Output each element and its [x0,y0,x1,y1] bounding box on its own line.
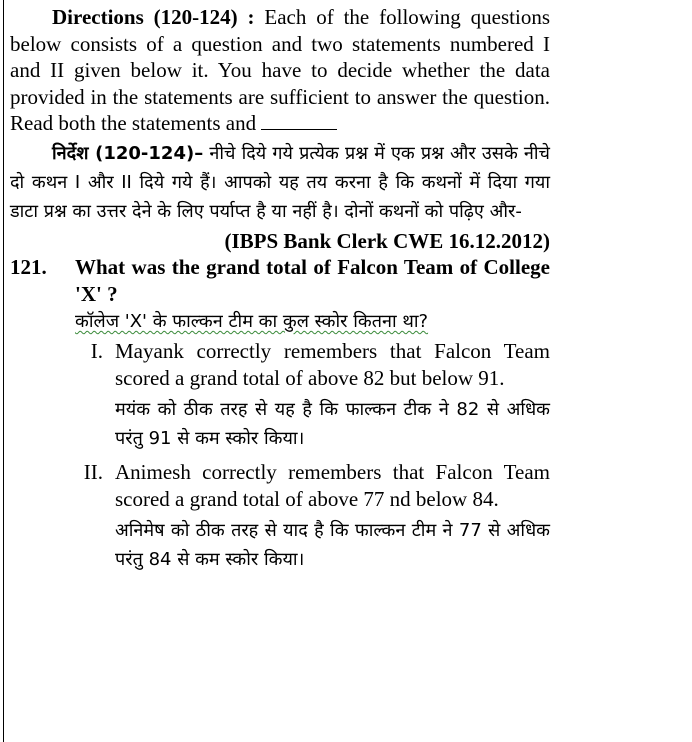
statement-text-hi: मयंक को ठीक तरह से यह है कि फाल्कन टीक ने 82 से अधिक परंतु 91 से कम स्कोर किया। [115,399,550,449]
question-text-hi: कॉलेज 'X' के फाल्कन टीम का कुल स्कोर कितना था? [75,311,429,332]
question-121 [10,254,550,336]
statement-2 [10,459,550,574]
directions-text: Each of the following questions below consists of a question and two statements numbered I and II given below it. You have to decide whether the data provided in the statements are sufficient to answer the question. Read both the statements and [10,5,550,135]
question-body [75,254,550,336]
left-margin-rule [3,0,4,742]
statement-body [115,459,550,574]
question-number: 121. [10,255,47,279]
question-page [10,4,550,574]
directions-label-hi: निर्देश (120-124)– [52,142,204,164]
statement-text-en: Animesh correctly remembers that Falcon Team scored a grand total of above 77 nd below 84. [115,460,550,511]
statement-numeral: I. [90,339,103,363]
directions-hi [10,139,550,226]
directions-colon: : [247,5,255,29]
statement-numeral: II. [83,460,103,484]
statement-text-hi: अनिमेष को ठीक तरह से याद है कि फाल्कन टीम ने 77 से अधिक परंतु 84 से कम स्कोर किया। [115,520,550,570]
directions-text-hi: नीचे दिये गये प्रत्येक प्रश्न में एक प्रश्न और उसके नीचे दो कथन I और II दिये गये हैं। आपको यह तय करना है कि कथनों में दिया गया डाटा प्रश्न का उत्तर देने के लिए पर्याप्त है या नहीं है। दोनों कथनों को पढ़िए और- [10,142,550,222]
directions-en [10,4,550,137]
statement-1 [10,338,550,453]
question-text-en: What was the grand total of Falcon Team of College 'X' ? [75,255,550,306]
statement-text-en: Mayank correctly remembers that Falcon Team scored a grand total of above 82 but below 91. [115,339,550,390]
answer-blank [261,111,337,130]
exam-source: (IBPS Bank Clerk CWE 16.12.2012) [224,228,550,253]
directions-label: Directions (120-124) [52,5,238,29]
statement-body [115,338,550,453]
